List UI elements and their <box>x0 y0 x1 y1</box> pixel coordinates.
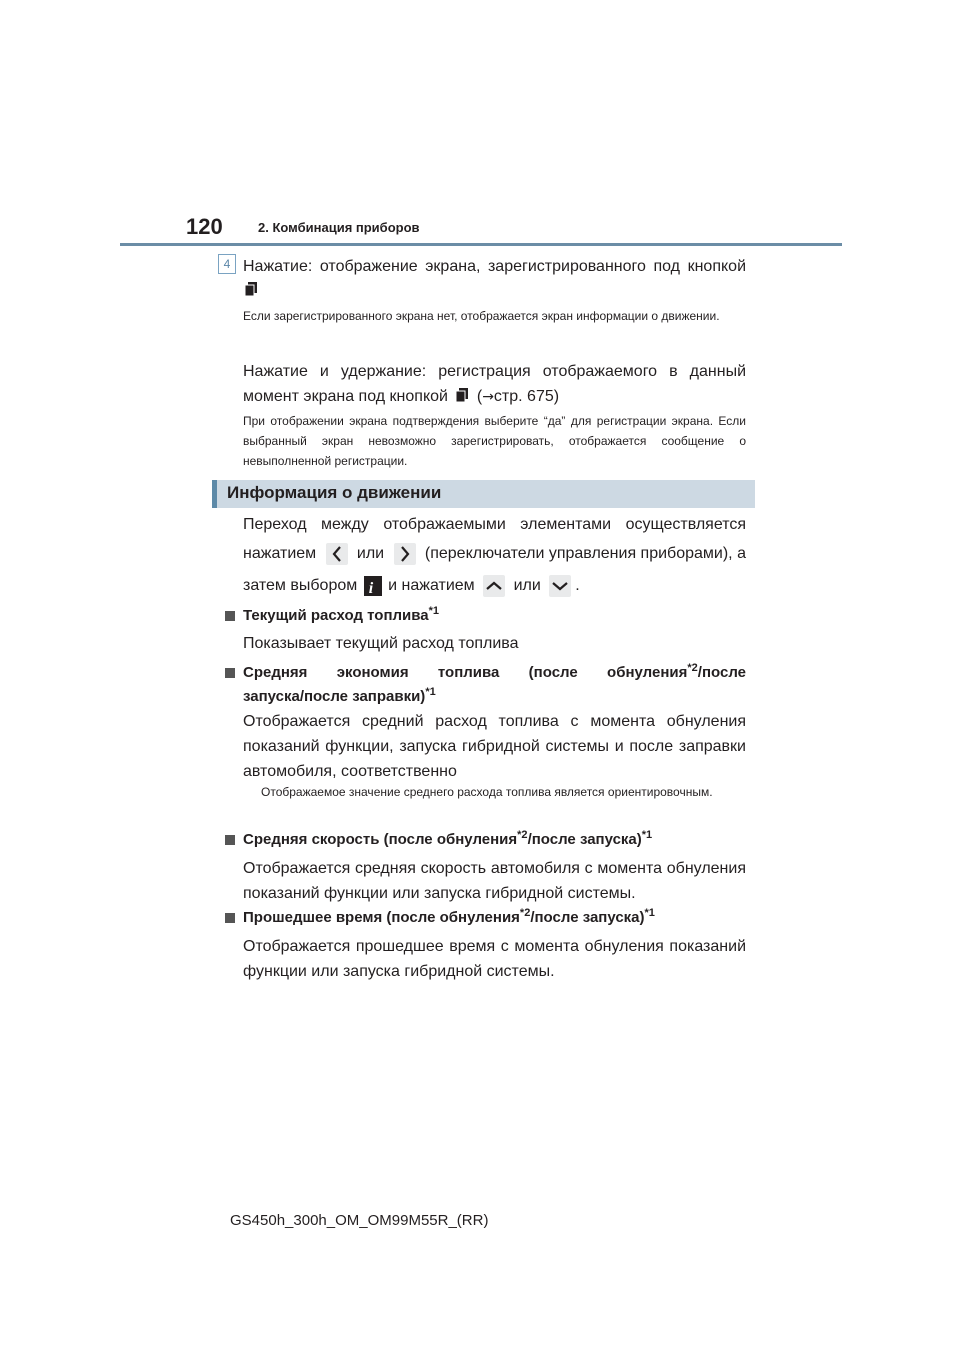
item-heading <box>225 661 746 709</box>
intro-line3-a: затем выбором <box>243 577 358 594</box>
intro-line2 <box>243 541 746 566</box>
or-word: или <box>356 545 385 562</box>
item-heading <box>225 604 746 628</box>
section-title: Информация о движении <box>227 483 442 502</box>
item-description: Показывает текущий расход топлива <box>243 635 519 652</box>
footnote-ref: *1 <box>644 907 655 919</box>
step-press-line: Нажатие: отображение экрана, зарегистрированного под кнопкой <box>243 258 746 275</box>
intro-dot: . <box>575 577 580 594</box>
stacked-pages-icon <box>243 281 259 302</box>
page-number: 120 <box>186 214 223 239</box>
header-rule <box>120 243 842 246</box>
intro-line3 <box>243 573 746 598</box>
step-number-badge: 4 <box>218 254 236 274</box>
step-press-note: Если зарегистрированного экрана нет, отображается экран информации о движении. <box>243 309 720 323</box>
document-code: GS450h_300h_OM_OM99M55R_(RR) <box>230 1212 489 1229</box>
bullet-square-icon <box>225 913 235 923</box>
chevron-left-icon <box>326 543 348 565</box>
intro-line3-b: и нажатием <box>388 577 475 594</box>
footnote-ref: *1 <box>425 686 436 698</box>
chevron-right-icon <box>394 543 416 565</box>
item-title: /после <box>697 664 746 681</box>
item-title: /после запуска) <box>527 831 642 848</box>
step-hold-note: При отображении экрана подтверждения выберите “да” для регистрации экрана. Если выбранный экран невозможно зарегистрировать, отображается сообщение о невыполненной регистрации. <box>243 414 746 468</box>
or-word: или <box>513 577 541 594</box>
item-note: Отображаемое значение среднего расхода топлива является ориентировочным. <box>261 785 713 799</box>
item-title: Прошедшее время (после обнуления <box>243 909 520 926</box>
page-reference[interactable]: стр. 675) <box>493 388 560 405</box>
bullet-square-icon <box>225 835 235 845</box>
paren-open: ( <box>476 388 483 405</box>
bullet-square-icon <box>225 668 235 678</box>
footnote-ref: *1 <box>428 605 440 617</box>
item-title: /после запуска) <box>530 909 645 926</box>
bullet-square-icon <box>225 611 235 621</box>
item-title: Средняя экономия топлива (после обнуления <box>243 664 688 681</box>
step-hold-line1: Нажатие и удержание: регистрация отображаемого в данный <box>243 363 746 380</box>
footnote-ref: *2 <box>519 907 531 919</box>
item-heading <box>225 828 746 852</box>
item-description: Отображается средний расход топлива с момента обнуления показаний функции, запуска гибридной системы и после заправки автомобиля, соответственно <box>243 713 746 780</box>
info-icon: i <box>364 576 382 596</box>
intro-line2-b: (переключатели управления приборами), а <box>424 545 746 562</box>
item-description: Отображается средняя скорость автомобиля с момента обнуления показаний функции или запуска гибридной системы. <box>243 860 746 902</box>
chevron-down-icon <box>549 575 571 597</box>
intro-line1: Переход между отображаемыми элементами осуществляется <box>243 516 746 533</box>
footnote-ref: *2 <box>687 662 698 674</box>
item-title: Средняя скорость (после обнуления <box>243 831 518 848</box>
item-title: запуска/после заправки) <box>243 688 426 705</box>
step-hold-line2 <box>243 384 746 410</box>
intro-line2-a: нажатием <box>243 545 317 562</box>
item-title: Текущий расход топлива <box>243 607 429 624</box>
arrow-icon: → <box>482 389 494 405</box>
footnote-ref: *1 <box>641 829 653 841</box>
chapter-title: 2. Комбинация приборов <box>258 220 420 235</box>
stacked-pages-icon <box>452 387 472 403</box>
footnote-ref: *2 <box>517 829 528 841</box>
section-heading <box>212 480 755 508</box>
chevron-up-icon <box>483 575 505 597</box>
item-description: Отображается прошедшее время с момента обнуления показаний функции или запуска гибридной системы. <box>243 938 746 980</box>
item-heading <box>225 906 746 930</box>
step-hold-line2-text: момент экрана под кнопкой <box>243 388 448 405</box>
